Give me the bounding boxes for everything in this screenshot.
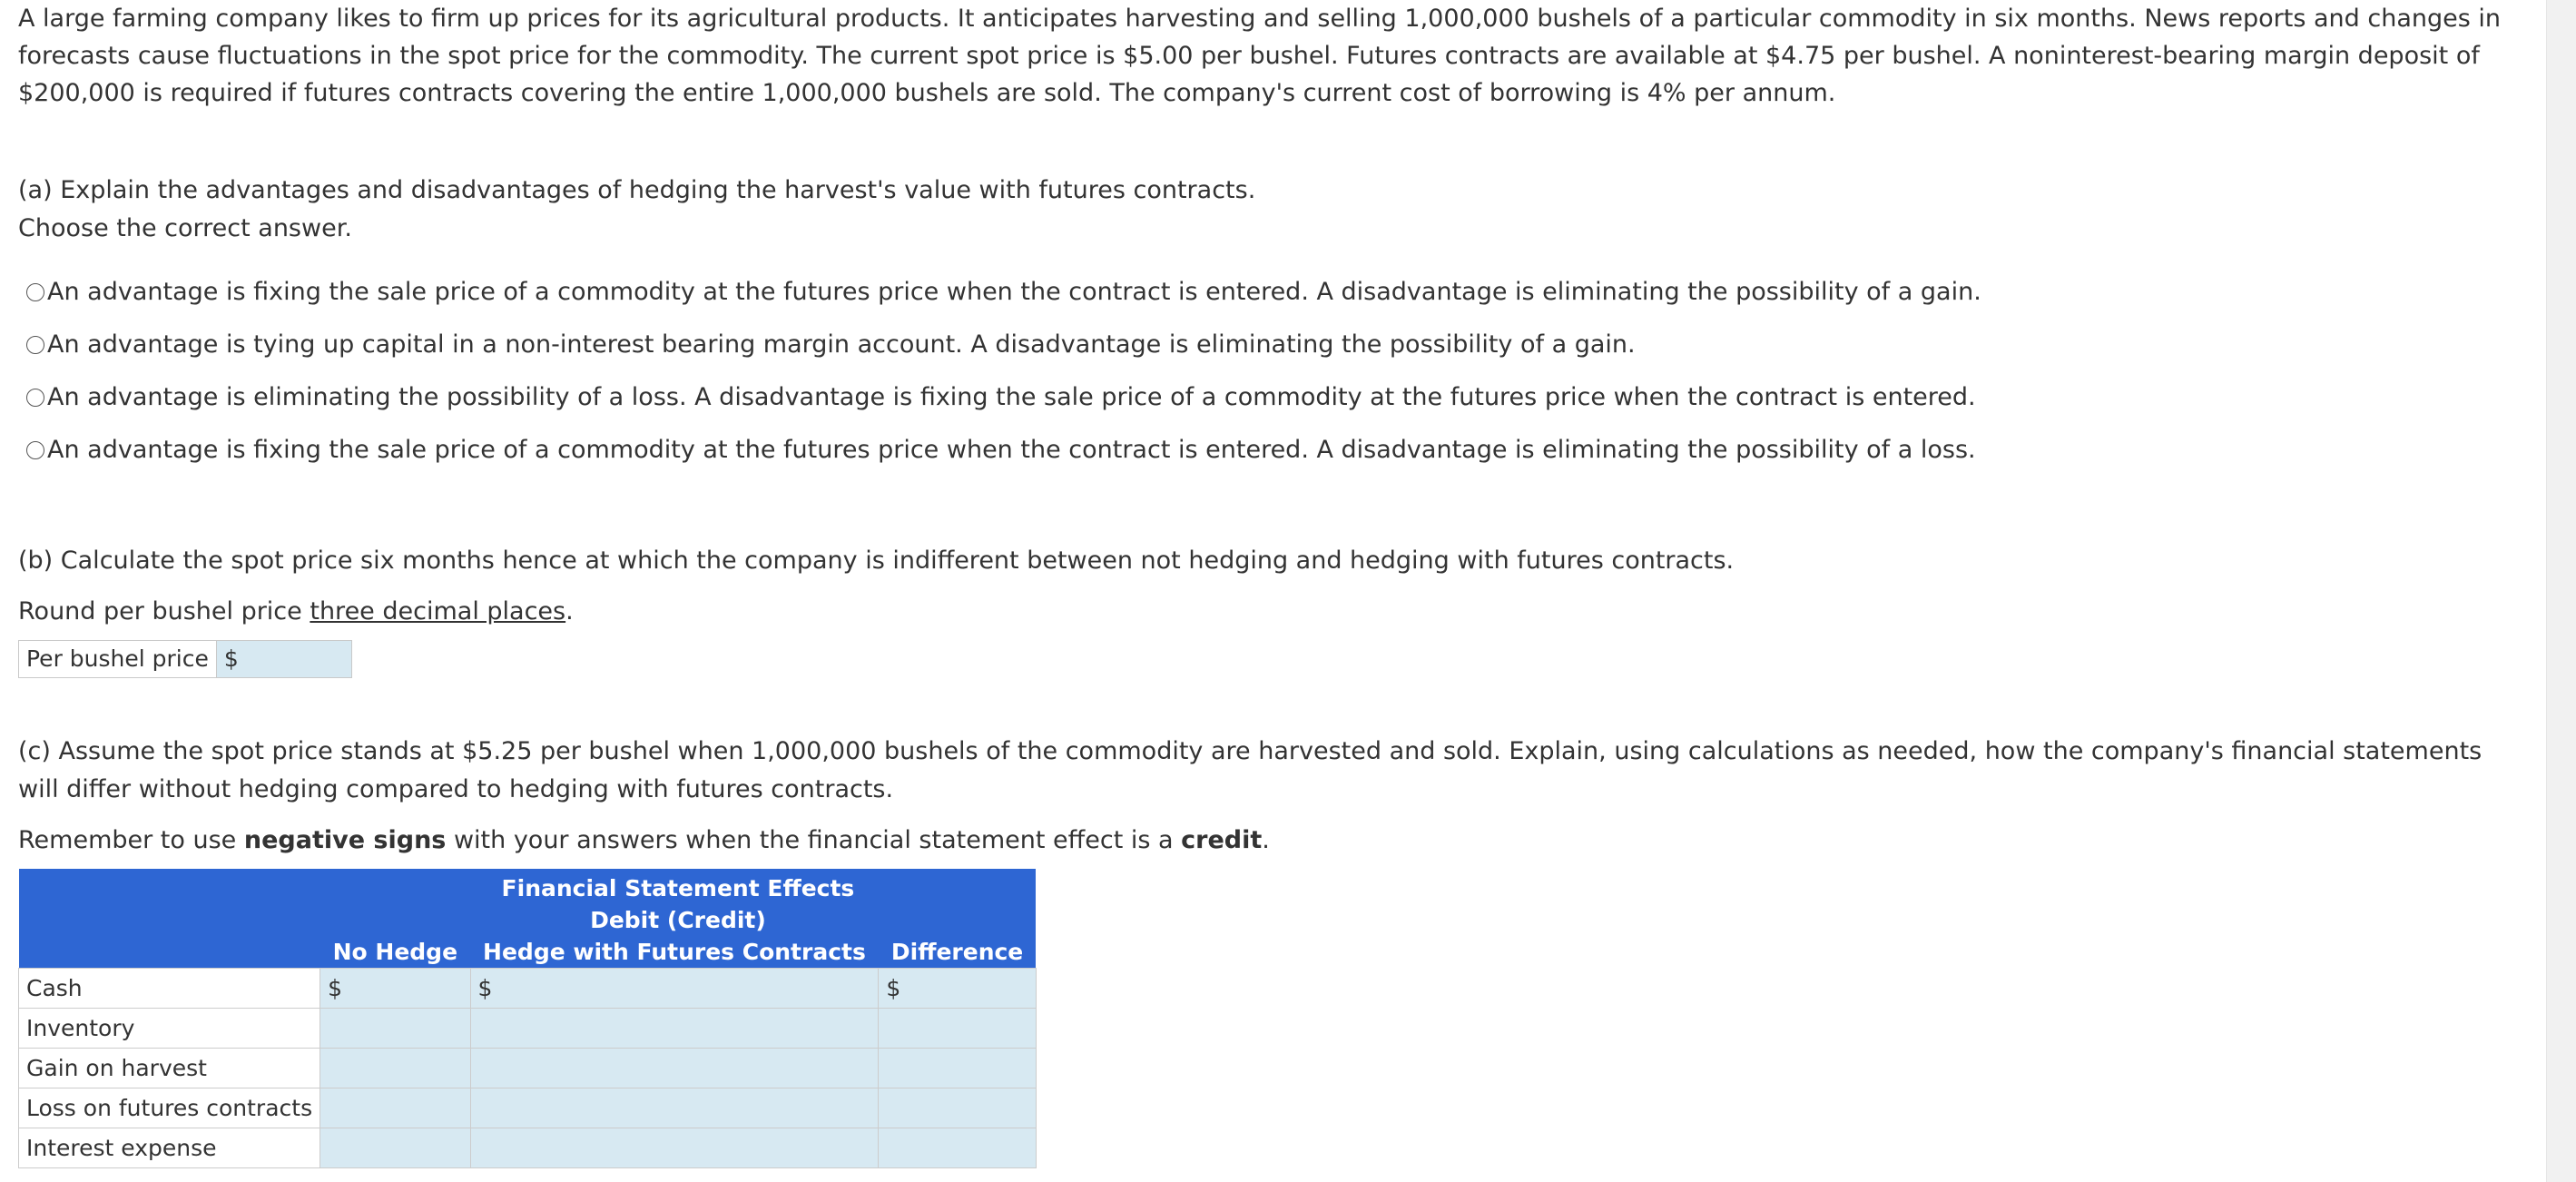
part-b-question: (b) Calculate the spot price six months hence at which the company is indifferent between not hedging and hedging with futures contracts.	[18, 547, 1735, 575]
per-bushel-price-label: Per bushel price	[19, 641, 217, 677]
interest-no-hedge-input[interactable]	[320, 1128, 470, 1168]
option-3[interactable]	[18, 371, 2523, 424]
row-label-cash: Cash	[19, 969, 320, 1009]
question-content	[18, 0, 2523, 1168]
inventory-difference-input[interactable]	[879, 1009, 1036, 1049]
radio-button[interactable]	[26, 389, 44, 407]
option-label: An advantage is fixing the sale price of a commodity at the futures price when the contract is entered. A disadvantage is eliminating the possibility of a gain.	[47, 277, 1981, 306]
row-label-inventory: Inventory	[19, 1009, 320, 1049]
radio-button[interactable]	[26, 441, 44, 459]
part-a-options	[18, 266, 2523, 477]
option-label: An advantage is fixing the sale price of a commodity at the futures price when the contract is entered. A disadvantage is eliminating the possibility of a loss.	[47, 435, 1976, 464]
row-label-gain-on-harvest: Gain on harvest	[19, 1049, 320, 1088]
negative-signs-reminder: Remember to use negative signs with your answers when the financial statement effect is a credit.	[18, 826, 1270, 854]
row-label-loss-on-futures: Loss on futures contracts	[19, 1088, 320, 1128]
inventory-no-hedge-input[interactable]	[320, 1009, 470, 1049]
financial-statement-effects-table	[18, 869, 1037, 1168]
loss-no-hedge-input[interactable]	[320, 1088, 470, 1128]
part-a-question: (a) Explain the advantages and disadvantages of hedging the harvest's value with futures contracts.	[18, 176, 1256, 204]
three-decimal-places-link[interactable]: three decimal places	[310, 597, 566, 625]
part-c-question: (c) Assume the spot price stands at $5.25 per bushel when 1,000,000 bushels of the commodity are harvested and sold. Explain, using calculations as needed, how the company's financial statements will differ without hedging compared to hedging with futures contracts.	[18, 737, 2483, 803]
table-row	[19, 1009, 1037, 1049]
table-row	[19, 1088, 1037, 1128]
cash-difference-input[interactable]: $	[879, 969, 1036, 1009]
interest-difference-input[interactable]	[879, 1128, 1036, 1168]
problem-text: A large farming company likes to firm up prices for its agricultural products. It anticipates harvesting and selling 1,000,000 bushels of a particular commodity in six months. News reports and changes in forecasts cause fluctuations in the spot price for the commodity. The current spot price is $5.00 per bushel. Futures contracts are available at $4.75 per bushel. A noninterest-bearing margin deposit of $200,000 is required if futures contracts covering the entire 1,000,000 bushels are sold. The company's current cost of borrowing is 4% per annum.	[18, 5, 2502, 107]
table-row	[19, 969, 1037, 1009]
radio-button[interactable]	[26, 336, 44, 354]
column-difference: Difference	[879, 936, 1036, 969]
table-row	[19, 1049, 1037, 1088]
option-2[interactable]	[18, 319, 2523, 371]
loss-hedge-input[interactable]	[470, 1088, 879, 1128]
column-hedge-with-futures: Hedge with Futures Contracts	[470, 936, 879, 969]
gain-no-hedge-input[interactable]	[320, 1049, 470, 1088]
option-label: An advantage is tying up capital in a non-interest bearing margin account. A disadvantage is eliminating the possibility of a gain.	[47, 330, 1636, 359]
radio-button[interactable]	[26, 283, 44, 301]
cash-hedge-input[interactable]: $	[470, 969, 879, 1009]
table-header-subtitle: Debit (Credit)	[320, 904, 1037, 936]
part-a-instruction: Choose the correct answer.	[18, 214, 352, 242]
gain-difference-input[interactable]	[879, 1049, 1036, 1088]
per-bushel-price-input[interactable]: $	[217, 641, 351, 677]
gain-hedge-input[interactable]	[470, 1049, 879, 1088]
vertical-scrollbar[interactable]	[2546, 0, 2576, 1182]
loss-difference-input[interactable]	[879, 1088, 1036, 1128]
interest-hedge-input[interactable]	[470, 1128, 879, 1168]
table-header-title: Financial Statement Effects	[320, 869, 1037, 904]
option-4[interactable]	[18, 424, 2523, 477]
option-1[interactable]	[18, 266, 2523, 319]
row-label-interest-expense: Interest expense	[19, 1128, 320, 1168]
rounding-instruction: Round per bushel price three decimal places.	[18, 597, 574, 625]
table-row	[19, 1128, 1037, 1168]
option-label: An advantage is eliminating the possibility of a loss. A disadvantage is fixing the sale price of a commodity at the futures price when the contract is entered.	[47, 382, 1976, 411]
per-bushel-price-field	[18, 640, 352, 678]
column-no-hedge: No Hedge	[320, 936, 470, 969]
cash-no-hedge-input[interactable]: $	[320, 969, 470, 1009]
inventory-hedge-input[interactable]	[470, 1009, 879, 1049]
